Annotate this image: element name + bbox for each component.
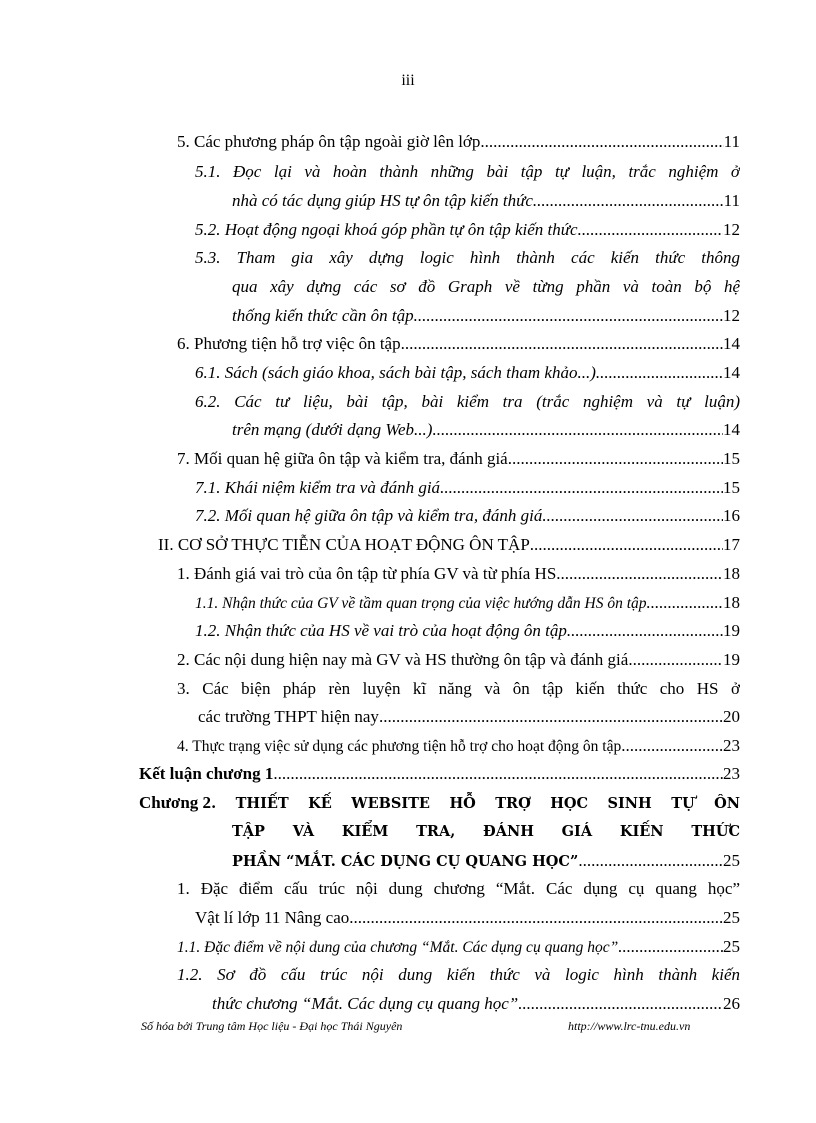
toc-entry [232,275,740,299]
toc-entry-chapter-conclusion [139,762,740,786]
toc-entry-page: 19 [723,650,740,669]
toc-entry [177,562,740,586]
toc-entry-page: 23 [723,736,740,755]
chapter-label: Chương 2 [139,793,212,812]
dot-leader [578,849,723,873]
toc-entry-text: thống kiến thức cần ôn tập. [232,306,418,325]
toc-entry-text: các trường THPT hiện nay [198,707,379,726]
toc-entry-text: PHẦN “MẮT. CÁC DỤNG CỤ QUANG HỌC” [232,853,579,870]
toc-entry-text: 2. Các nội dung hiện nay mà GV và HS thường ôn tập và đánh giá [177,650,629,669]
dot-leader [647,591,723,615]
toc-entry-text: 6.2. Các tư liệu, bài tập, bài kiểm tra (trắc nghiệm và tự luận) [195,392,740,411]
toc-entry [198,705,740,729]
toc-entry-text: Kết luận chương 1 [139,764,274,783]
toc-entry [177,648,740,672]
dot-leader [401,332,723,356]
toc-entry-text: TẬP VÀ KIỂM TRA, ĐÁNH GIÁ KIẾN THỨC [232,823,740,840]
toc-entry-text: 7. Mối quan hệ giữa ôn tập và kiểm tra, đánh giá [177,449,508,468]
toc-entry [195,390,740,414]
toc-entry-text: 5.1. Đọc lại và hoàn thành những bài tập tự luận, trắc nghiệm ở [195,162,740,181]
toc-entry-text: 1.2. Sơ đồ cấu trúc nội dung kiến thức và logic hình thành kiến [177,965,740,984]
toc-entry-text: 5.3. Tham gia xây dựng logic hình thành các kiến thức thông [195,248,740,267]
toc-entry-text: 5.2. Hoạt động ngoại khoá góp phần tự ôn tập kiến thức [195,220,578,239]
toc-entry-page: 12 [723,306,740,325]
toc-entry [177,332,740,356]
toc-entry [232,189,740,213]
dot-leader [273,762,723,786]
toc-entry-text: 7.2. Mối quan hệ giữa ôn tập và kiểm tra, đánh giá [195,506,543,525]
dot-leader [432,418,723,442]
toc-entry-page: 19 [723,621,740,640]
dot-leader [533,189,724,213]
toc-entry-page: 14 [723,334,740,353]
toc-entry [232,820,740,844]
dot-leader [518,992,723,1016]
toc-entry [177,963,740,987]
toc-entry-page: 25 [723,937,740,956]
toc-entry [177,935,740,959]
dot-leader [508,447,723,471]
toc-entry-text: 1.1. Đặc điểm về nội dung của chương “Mắt. Các dụng cụ quang học” [177,939,619,956]
toc-entry-page: 25 [723,851,740,870]
toc-entry-text: 4. Thực trạng việc sử dụng các phương tiện hỗ trợ cho hoạt động ôn tập [177,738,622,755]
toc-entry-text: thức chương “Mắt. Các dụng cụ quang học” [212,994,519,1013]
toc-entry [177,677,740,701]
toc-entry-page: 16 [723,506,740,525]
toc-entry [232,849,740,873]
toc-entry-text: 1.2. Nhận thức của HS về vai trò của hoạt động ôn tập [195,621,567,640]
dot-leader [578,218,723,242]
toc-entry [195,504,740,528]
toc-entry [195,246,740,270]
dot-leader [530,533,723,557]
toc-entry-text: 7.1. Khái niệm kiểm tra và đánh giá [195,478,441,497]
toc-entry-page: 15 [723,478,740,497]
toc-entry-text: Vật lí lớp 11 Nâng cao [195,908,350,927]
toc-entry-page: 14 [723,420,740,439]
toc-entry-page: 15 [723,449,740,468]
footer-source: Số hóa bởi Trung tâm Học liệu - Đại học Thái Nguyên [141,1019,403,1033]
dot-leader [480,130,723,154]
toc-entry-text: trên mạng (dưới dạng Web...) [232,420,433,439]
toc-entry-page: 26 [723,994,740,1013]
toc-entry-text: qua xây dựng các sơ đồ Graph về từng phần và toàn bộ hệ [232,277,740,296]
toc-entry-text: 1. Đánh giá vai trò của ôn tập từ phía GV và từ phía HS [177,564,557,583]
toc-entry [212,992,740,1016]
toc-entry-page: 18 [723,564,740,583]
toc-entry [195,906,740,930]
toc-entry [195,218,740,242]
dot-leader [556,562,723,586]
dot-leader [618,935,723,959]
toc-entry-text: 5. Các phương pháp ôn tập ngoài giờ lên lớp [177,132,481,151]
toc-entry-page: 20 [723,707,740,726]
toc-entry-text: nhà có tác dụng giúp HS tự ôn tập kiến thức [232,191,533,210]
toc-entry-page: 11 [723,132,740,151]
toc-entry-page: 18 [723,593,740,612]
toc-entry [195,160,740,184]
dot-leader [596,361,723,385]
toc-entry-text: 1. Đặc điểm cấu trúc nội dung chương “Mắt. Các dụng cụ quang học” [177,879,740,898]
dot-leader [440,476,723,500]
toc-entry [177,130,740,154]
toc-entry [195,361,740,385]
toc-entry [195,591,740,615]
toc-entry [195,476,740,500]
toc-entry [177,734,740,758]
toc-entry-text: 1.1. Nhận thức của GV về tầm quan trọng của việc hướng dẫn HS ôn tập [195,595,647,612]
toc-entry [195,619,740,643]
toc-entry-page: 23 [723,764,740,783]
toc-entry [232,418,740,442]
toc-entry-page: 17 [723,535,740,554]
toc-entry [158,533,740,557]
dot-leader [379,705,723,729]
dot-leader [621,734,723,758]
dot-leader [349,906,723,930]
dot-leader [628,648,723,672]
toc-entry-text: 6. Phương tiện hỗ trợ việc ôn tập [177,334,401,353]
dot-leader [542,504,723,528]
toc-entry-page: 12 [723,220,740,239]
toc-entry [177,447,740,471]
footer-url: http://www.lrc-tnu.edu.vn [568,1019,691,1033]
toc-entry [232,304,740,328]
dot-leader [567,619,723,643]
toc-entry-page: 14 [723,363,740,382]
toc-entry-text: 3. Các biện pháp rèn luyện kĩ năng và ôn tập kiến thức cho HS ở [177,679,740,698]
toc-entry-text: . THIẾT KẾ WEBSITE HỖ TRỢ HỌC SINH TỰ ÔN [211,795,740,812]
dot-leader [418,304,723,328]
toc-entry-chapter-heading [139,791,740,815]
toc-entry-page: 11 [723,191,740,210]
toc-entry [177,877,740,901]
toc-entry-page: 25 [723,908,740,927]
toc-entry-text: II. CƠ SỞ THỰC TIỄN CỦA HOẠT ĐỘNG ÔN TẬP [158,535,530,554]
toc-entry-text: 6.1. Sách (sách giáo khoa, sách bài tập, sách tham khảo...) [195,363,596,382]
page-number: iii [401,72,415,89]
